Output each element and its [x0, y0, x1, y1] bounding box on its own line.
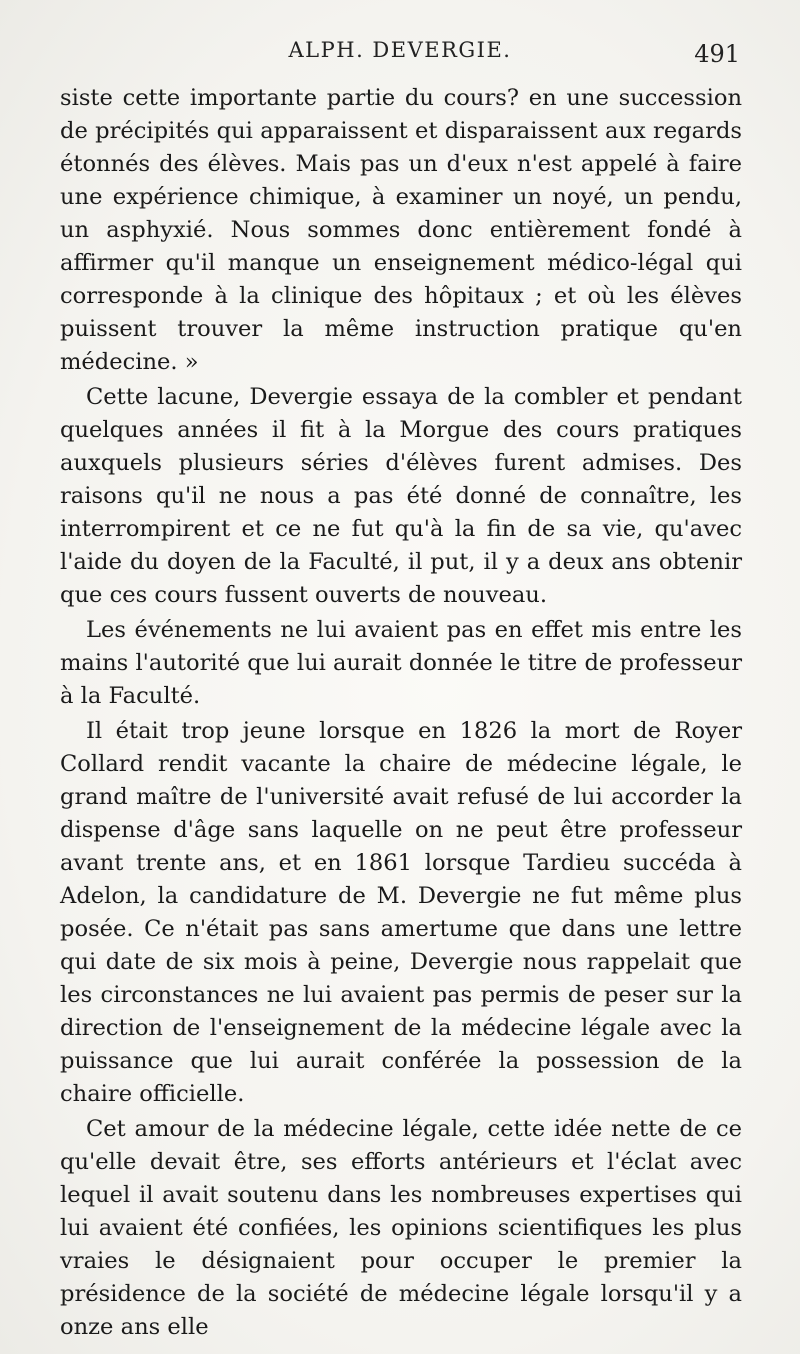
running-head: ALPH. DEVERGIE. [288, 38, 512, 62]
paragraph-continuation: siste cette importante partie du cours? en une succession de précipités qui apparaissent et disparaissent aux regards étonnés des élèves. Mais pas un d'eux n'est appelé à faire une expérience chimique, à examiner un noyé, un pendu, un asphyxié. Nous sommes donc entièrement fondé à affirmer qu'il manque un enseignement médico-légal qui corresponde à la clinique des hôpitaux ; et où les élèves puissent trouver la même instruction pratique qu'en médecine. » [60, 85, 742, 375]
paragraph: Cette lacune, Devergie essaya de la combler et pendant quelques années il fit à la Morgue des cours pratiques auxquels plusieurs séries d'élèves furent admises. Des raisons qu'il ne nous a pas été donné de connaître, les interrompirent et ce ne fut qu'à la fin de sa vie, qu'avec l'aide du doyen de la Faculté, il put, il y a deux ans obtenir que ces cours fussent ouverts de nouveau. [60, 384, 742, 608]
paragraph: Les événements ne lui avaient pas en effet mis entre les mains l'autorité que lui aurait donnée le titre de professeur à la Faculté. [60, 617, 742, 709]
body-text [60, 82, 742, 1344]
page-header [60, 38, 740, 78]
paragraph: Il était trop jeune lorsque en 1826 la mort de Royer Collard rendit vacante la chaire de médecine légale, le grand maître de l'université avait refusé de lui accorder la dispense d'âge sans laquelle on ne peut être professeur avant trente ans, et en 1861 lorsque Tardieu succéda à Adelon, la candidature de M. Devergie ne fut même plus posée. Ce n'était pas sans amertume que dans une lettre qui date de six mois à peine, Devergie nous rappelait que les circonstances ne lui avaient pas permis de peser sur la direction de l'enseignement de la médecine légale avec la puissance que lui aurait conférée la possession de la chaire officielle. [60, 718, 742, 1107]
paragraph: Cet amour de la médecine légale, cette idée nette de ce qu'elle devait être, ses efforts antérieurs et l'éclat avec lequel il avait soutenu dans les nombreuses expertises qui lui avaient été confiées, les opinions scientifiques les plus vraies le désignaient pour occuper le premier la présidence de la société de médecine légale lorsqu'il y a onze ans elle [60, 1116, 742, 1340]
page-number: 491 [694, 40, 740, 68]
